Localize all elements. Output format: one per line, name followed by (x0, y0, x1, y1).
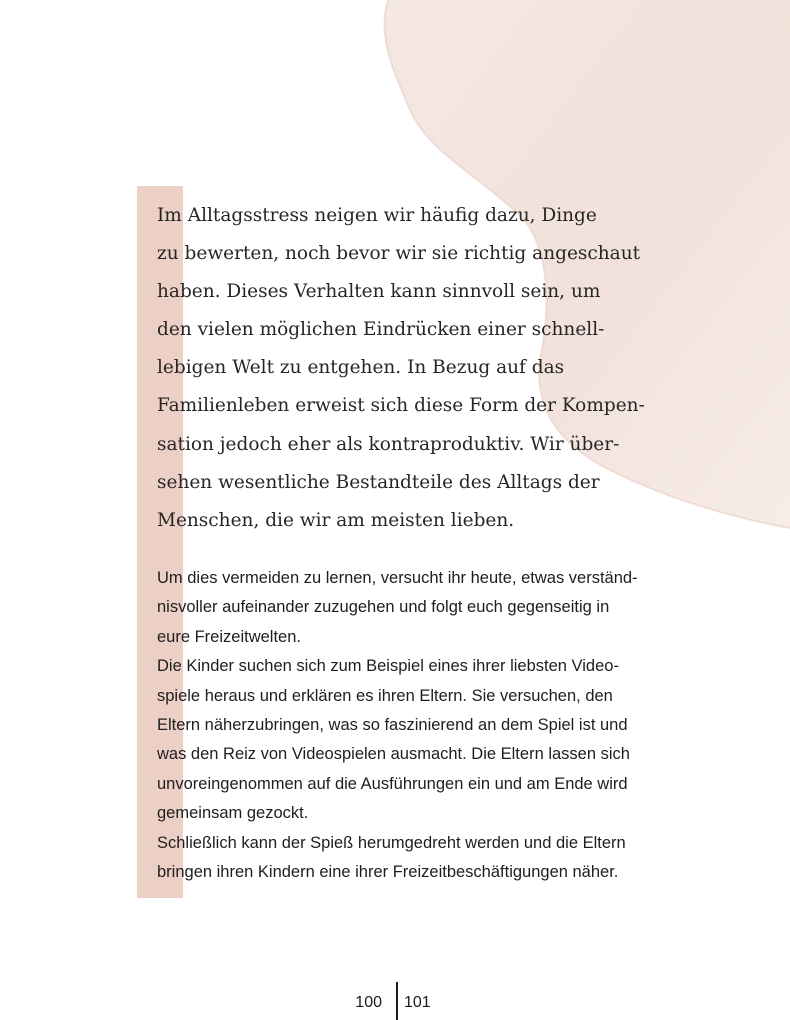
body-line: nisvoller aufeinander zuzugehen und folgt euch gegenseitig in (157, 598, 610, 617)
body-line: was den Reiz von Videospielen ausmacht. Die Eltern lassen sich (157, 745, 630, 764)
body-paragraph (157, 564, 717, 887)
page-number-divider (396, 982, 398, 1020)
intro-line: sehen wesentliche Bestandteile des Alltags der (157, 471, 600, 493)
intro-line: Menschen, die wir am meisten lieben. (157, 509, 515, 531)
intro-line: Familienleben erweist sich diese Form der Kompen- (157, 395, 645, 417)
body-line: eure Freizeitwelten. (157, 627, 301, 646)
body-line: gemeinsam gezockt. (157, 804, 309, 823)
body-line: unvoreingenommen auf die Ausführungen ein und am Ende wird (157, 774, 628, 793)
page-number-right: 101 (404, 994, 431, 1011)
body-line: Eltern näherzubringen, was so faszinierend an dem Spiel ist und (157, 716, 628, 735)
intro-line: den vielen möglichen Eindrücken einer schnell- (157, 319, 605, 341)
intro-line: haben. Dieses Verhalten kann sinnvoll sein, um (157, 281, 601, 303)
body-line: Schließlich kann der Spieß herumgedreht werden und die Eltern (157, 833, 626, 852)
intro-paragraph (157, 197, 697, 540)
intro-line: sation jedoch eher als kontraproduktiv. Wir über- (157, 433, 620, 455)
body-line: Um dies vermeiden zu lernen, versucht ihr heute, etwas verständ- (157, 569, 638, 587)
intro-line: Im Alltagsstress neigen wir häufig dazu, Dinge (157, 205, 597, 226)
intro-line: lebigen Welt zu entgehen. In Bezug auf das (157, 357, 565, 379)
body-line: spiele heraus und erklären es ihren Eltern. Sie versuchen, den (157, 686, 613, 705)
page-number-left: 100 (355, 994, 382, 1011)
body-line: bringen ihren Kindern eine ihrer Freizeitbeschäftigungen näher. (157, 863, 619, 882)
intro-line: zu bewerten, noch bevor wir sie richtig angeschaut (157, 243, 641, 265)
body-line: Die Kinder suchen sich zum Beispiel eines ihrer liebsten Video- (157, 657, 619, 676)
